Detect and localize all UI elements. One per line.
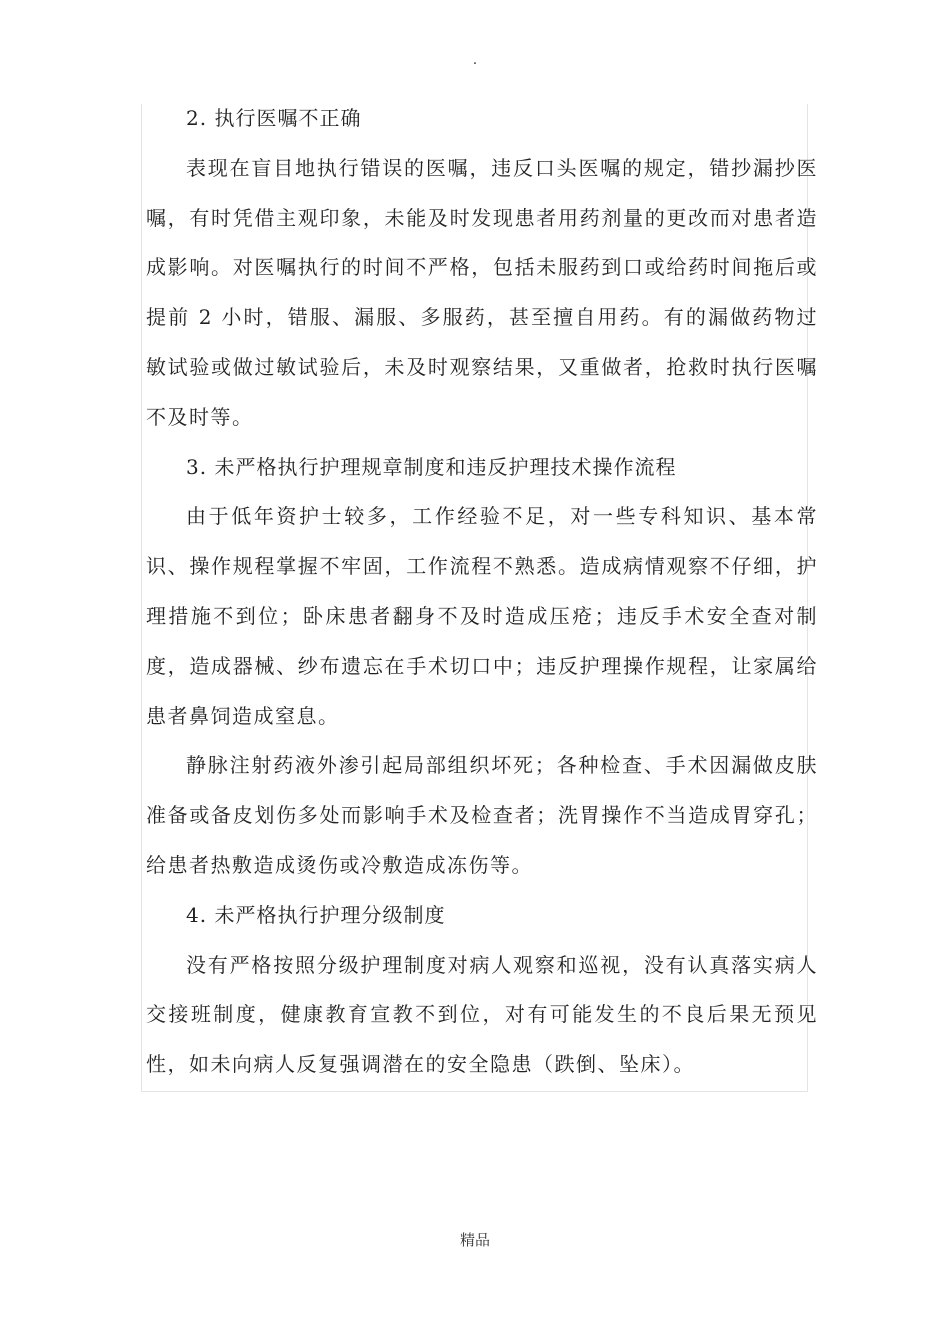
section-heading: 2. 执行医嘱不正确	[186, 106, 362, 130]
body-paragraph: 静脉注射药液外渗引起局部组织坏死；各种检查、手术因漏做皮肤准备或备皮划伤多处而影响手术及检查者；洗胃操作不当造成胃穿孔；给患者热敷造成烫伤或冷敷造成冻伤等。	[146, 753, 818, 877]
page-footer-label: 精品	[459, 1231, 490, 1249]
body-paragraph: 没有严格按照分级护理制度对病人观察和巡视，没有认真落实病人交接班制度，健康教育宣教不到位，对有可能发生的不良后果无预见性，如未向病人反复强调潜在的安全隐患（跌倒、坠床）。	[146, 952, 818, 1077]
document-body	[146, 94, 818, 1090]
section-heading: 4. 未严格执行护理分级制度	[186, 902, 446, 927]
page-top-mark: .	[472, 52, 478, 68]
body-paragraph: 由于低年资护士较多，工作经验不足，对一些专科知识、基本常识、操作规程掌握不牢固，工作流程不熟悉。造成病情观察不仔细，护理措施不到位；卧床患者翻身不及时造成压疮；违反手术安全查对制度，造成器械、纱布遗忘在手术切口中；违反护理操作规程，让家属给患者鼻饲造成窒息。	[146, 504, 818, 728]
section-heading: 3. 未严格执行护理规章制度和违反护理技术操作流程	[186, 454, 677, 479]
body-paragraph: 表现在盲目地执行错误的医嘱，违反口头医嘱的规定，错抄漏抄医嘱，有时凭借主观印象，未能及时发现患者用药剂量的更改而对患者造成影响。对医嘱执行的时间不严格，包括未服药到口或给药时间拖后或提前 2 小时，错服、漏服、多服药，甚至擅自用药。有的漏做药物过敏试验或做过敏试验后，未及时观察结果，又重做者，抢救时执行医嘱不及时等。	[146, 155, 818, 429]
